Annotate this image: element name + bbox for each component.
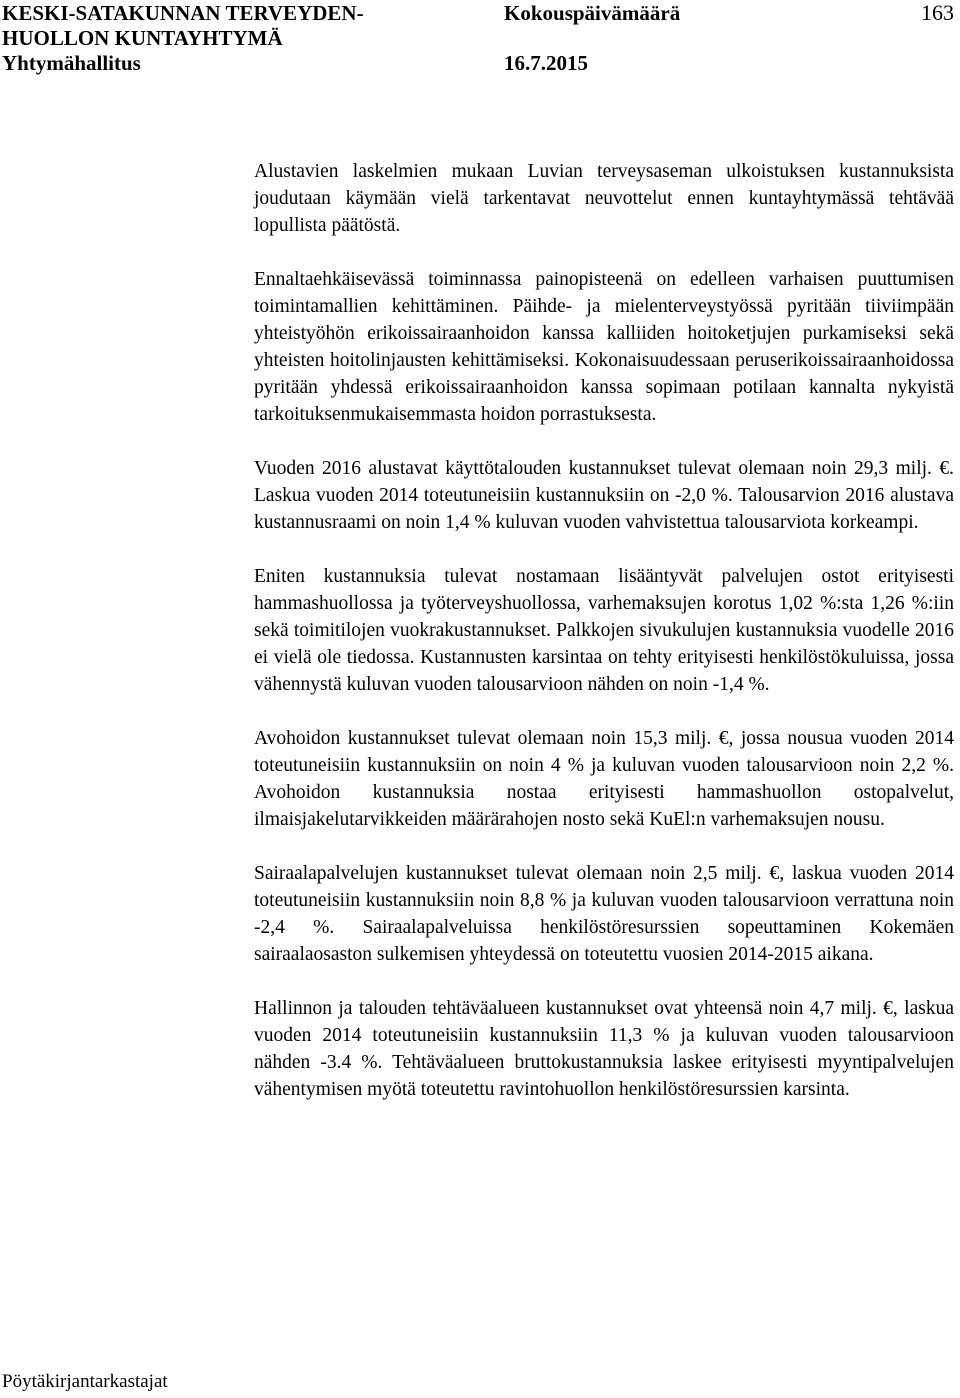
paragraph-budget-2016: Vuoden 2016 alustavat käyttötalouden kustannukset tulevat olemaan noin 29,3 milj. €. Laskua vuoden 2014 toteutuneisiin kustannuksiin on -2,0 %. Talousarvion 2016 alustava kustannusraami on noin 1,4 % kuluvan vuoden vahvistettua talousarviota korkeampi. (254, 458, 954, 533)
page-number: 163 (921, 0, 954, 25)
organization-name-line2: HUOLLON KUNTAYHTYMÄ (2, 26, 283, 50)
meeting-date: 16.7.2015 (504, 51, 588, 75)
paragraph-outpatient-costs: Avohoidon kustannukset tulevat olemaan noin 15,3 milj. €, jossa nousua vuoden 2014 toteutuneisiin kustannuksiin on noin 4 % ja kuluvan vuoden talousarvioon noin 2,2 %. Avohoidon kustannuksia nostaa erityisesti hammashuollon ostopalvelut, ilmaisjakelutarvikkeiden määrärahojen nosto sekä KuEl:n varhemaksujen nousu. (254, 728, 954, 830)
governing-body-name: Yhtymähallitus (2, 51, 141, 75)
organization-name-line1: KESKI-SATAKUNNAN TERVEYDEN- (2, 1, 364, 25)
document-body (254, 158, 954, 1130)
paragraph-administration-costs: Hallinnon ja talouden tehtäväalueen kustannukset ovat yhteensä noin 4,7 milj. €, laskua vuoden 2014 toteutuneisiin kustannuksiin 11,3 % ja kuluvan vuoden talousarvioon nähden -3.4 %. Tehtäväalueen bruttokustannuksia laskee erityisesti myyntipalvelujen vähentymisen myötä toteutettu ravintohuollon henkilöstöresurssien karsinta. (254, 998, 954, 1100)
minutes-checkers-label: Pöytäkirjantarkastajat (2, 1371, 168, 1392)
paragraph-hospital-costs: Sairaalapalvelujen kustannukset tulevat olemaan noin 2,5 milj. €, laskua vuoden 2014 toteutuneisiin kustannuksiin noin 8,8 % ja kuluvan vuoden talousarvioon verrattuna noin -2,4 %. Sairaalapalveluissa henkilöstöresurssien sopeuttaminen Kokemäen sairaalaosaston sulkemisen yhteydessä on toteutettu vuosien 2014-2015 aikana. (254, 863, 954, 965)
paragraph-luvia-outsourcing: Alustavien laskelmien mukaan Luvian terveysaseman ulkoistuksen kustannuksista joudutaan käymään vielä tarkentavat neuvottelut ennen kuntayhtymässä tehtävää lopullista päätöstä. (254, 161, 954, 236)
meeting-date-label: Kokouspäivämäärä (504, 1, 681, 25)
paragraph-preventive-work: Ennaltaehkäisevässä toiminnassa painopisteenä on edelleen varhaisen puuttumisen toimintamallien kehittäminen. Päihde- ja mielenterveystyössä pyritään tiiviimpään yhteistyöhön erikoissairaanhoidon kanssa kalliiden hoitoketjujen purkamiseksi sekä yhteisten hoitolinjausten kehittämiseksi. Kokonaisuudessaan peruserikoissairaanhoidossa pyritään yhdessä erikoissairaanhoidon kanssa sopimaan potilaan kannalta nykyistä tarkoituksenmukaisemmasta hoidon porrastuksesta. (254, 269, 954, 425)
paragraph-cost-increases: Eniten kustannuksia tulevat nostamaan lisääntyvät palvelujen ostot erityisesti hammashuollossa ja työterveyshuollossa, varhemaksujen korotus 1,02 %:sta 1,26 %:iin sekä toimitilojen vuokrakustannukset. Palkkojen sivukulujen kustannuksia vuodelle 2016 ei vielä ole tiedossa. Kustannusten karsintaa on tehty erityisesti henkilöstökuluissa, jossa vähennystä kuluvan vuoden talousarvioon nähden on noin -1,4 %. (254, 566, 954, 695)
